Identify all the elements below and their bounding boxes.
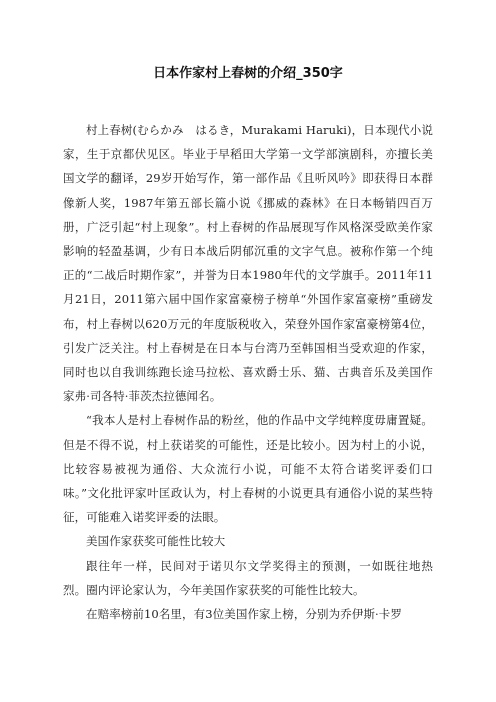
- paragraph-intro: 村上春树(むらかみ はるき，Murakami Haruki)，日本现代小说家，生于京都伏见区。毕业于早稻田大学第一文学部演剧科，亦擅长美国文学的翻译，29岁开始写作，第一部作品《且听风吟》即获得日本群像新人奖，1987年第五部长篇小说《挪威的森林》在日本畅销四百万册，广泛引起“村上现象”。村上春树的作品展现写作风格深受欧美作家影响的轻盈基调，少有日本战后阴郁沉重的文字气息。被称作第一个纯正的“二战后时期作家”，并誉为日本1980年代的文学旗手。2011年11月21日，2011第六届中国作家富豪榜子榜单“外国作家富豪榜”重磅发布，村上春树以620万元的年度版税收入，荣登外国作家富豪榜第4位，引发广泛关注。村上春树是在日本与台湾乃至韩国相当受欢迎的作家，同时也以自我训练跑长途马拉松、喜欢爵士乐、猫、古典音乐及美国作家弗·司各特·菲茨杰拉德闻名。: [63, 123, 433, 404]
- paragraph-odds: 在赔率榜前10名里，有3位美国作家上榜，分别为乔伊斯·卡罗: [86, 607, 403, 622]
- document-title: 日本作家村上春树的介绍_350字: [153, 66, 343, 81]
- paragraph-quote: “我本人是村上春树作品的粉丝，他的作品中文学纯粹度毋庸置疑。但是不得不说，村上获诺奖的可能性，还是比较小。因为村上的小说，比较容易被视为通俗、大众流行小说，可能不太符合诺奖评委们口味。”文化批评家叶匡政认为，村上春树的小说更具有通俗小说的某些特征，可能难入诺奖评委的法眼。: [63, 413, 433, 525]
- paragraph-prediction: 跟往年一样，民间对于诺贝尔文学奖得主的预测，一如既往地热烈。圈内评论家认为，今年美国作家获奖的可能性比较大。: [63, 558, 433, 597]
- section-heading: 美国作家获奖可能性比较大: [86, 534, 226, 549]
- document-body: [63, 118, 433, 626]
